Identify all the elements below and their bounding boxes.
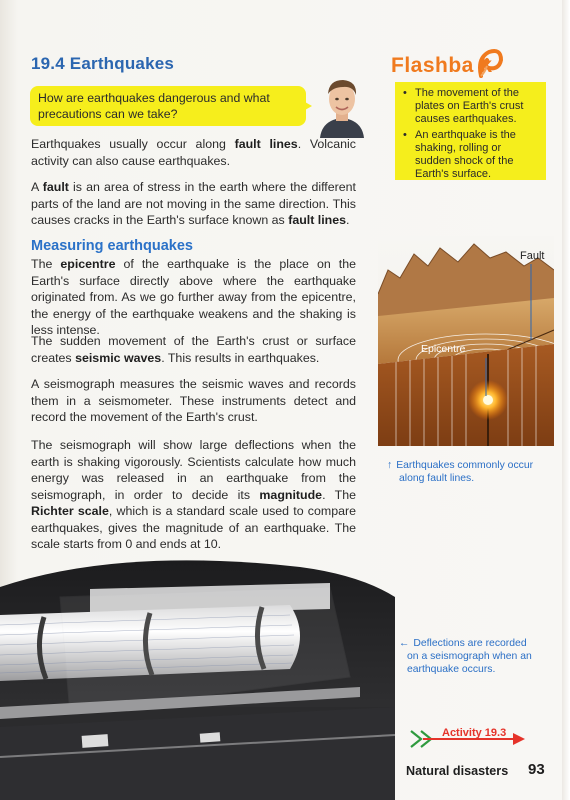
fault-diagram <box>378 236 554 446</box>
subheading-measuring: Measuring earthquakes <box>31 238 193 254</box>
epicentre-label: Epicentre <box>421 343 466 355</box>
page-number: 93 <box>528 761 545 778</box>
flashback-swirl-icon <box>475 46 505 80</box>
flashback-title: Flashba k <box>391 54 493 77</box>
activity-link[interactable]: Activity 19.3 <box>442 727 507 739</box>
flashback-item: • The movement of the plates on Earth's crust causes earthquakes. <box>403 87 540 127</box>
question-pointer <box>298 98 312 114</box>
question-box <box>30 86 306 126</box>
measuring-paragraph-2: The sudden movement of the Earth's crust or surface creates seismic waves. This results in earthquakes. <box>31 334 356 365</box>
measuring-paragraph-1: The epicentre of the earthquake is the place on the Earth's surface directly above where the earthquake originated from. As we go further away from the epicentre, the energy of the earthquake weakens and the shaking is less intense. <box>31 257 356 337</box>
up-arrow-icon: ↑ <box>387 460 393 471</box>
question-line-2: precautions can we take? <box>38 107 178 121</box>
student-photo <box>316 72 368 138</box>
flashback-box <box>395 82 546 180</box>
left-arrow-icon: ← <box>399 638 410 649</box>
photo-caption: ← Deflections are recorded on a seismograph when an earthquake occurs. <box>399 638 532 675</box>
measuring-paragraph-3: A seismograph measures the seismic waves and records them in a seismometer. These instruments detect and record the movement of the Earth's crust. <box>31 377 356 424</box>
footer-chapter-title: Natural disasters <box>406 764 509 778</box>
intro-paragraph-2: A fault is an area of stress in the earth where the different parts of the land are not moving in the same direction. This causes cracks in the Earth's surface known as fault lines. <box>31 180 356 227</box>
flashback-panel <box>391 52 546 182</box>
flashback-item: • An earthquake is the shaking, rolling or sudden shock of the Earth's surface. <box>403 129 540 182</box>
flashback-list <box>395 82 546 181</box>
intro-paragraph-1: Earthquakes usually occur along fault lines. Volcanic activity can also cause earthquakes. <box>31 137 356 168</box>
question-callout <box>30 80 350 140</box>
page-edge <box>562 0 570 800</box>
diagram-caption: ↑ Earthquakes commonly occur along fault lines. <box>387 460 534 484</box>
measuring-paragraph-4: The seismograph will show large deflections when the earth is shaking vigorously. Scientists calculate how much energy was released in an earthquake from the seismograph, in order to decide its magnitude. The Richter scale, which is a standard scale used to compare earthquakes, gives the magnitude of an earthquake. The scale starts from 0 and ends at 10. <box>31 438 357 551</box>
section-heading: 19.4 Earthquakes <box>31 54 175 73</box>
seismograph-photo <box>0 557 395 800</box>
fault-label: Fault <box>520 250 545 262</box>
question-line-1: How are earthquakes dangerous and what <box>38 91 270 105</box>
